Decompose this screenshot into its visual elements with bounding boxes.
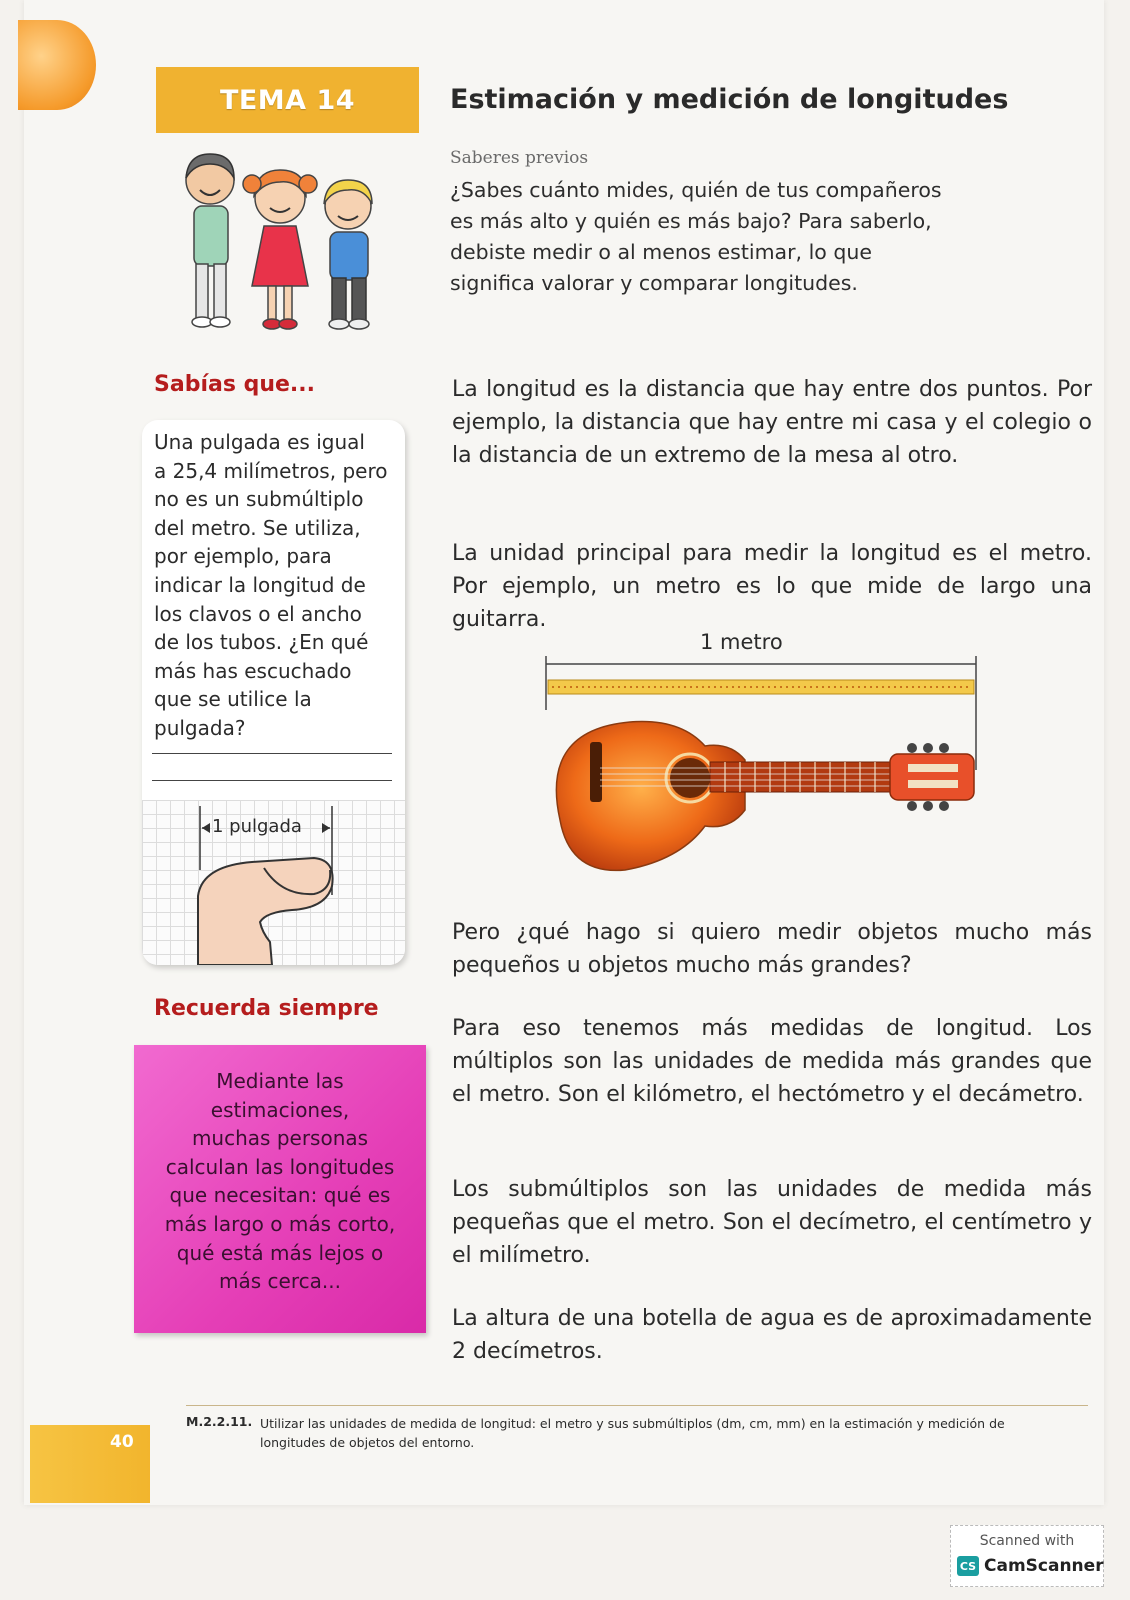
recuerda-note	[134, 1045, 426, 1333]
metro-label: 1 metro	[700, 630, 783, 654]
paragraph-longitud: La longitud es la distancia que hay entre dos puntos. Por ejemplo, la distancia que hay entre mi casa y el colegio o la distancia de un extremo de la mesa al otro.	[452, 377, 1092, 468]
sabias-line: Una pulgada es igual	[154, 430, 365, 454]
sabias-line: indicar la longitud de	[154, 572, 366, 597]
pulgada-label: 1 pulgada	[212, 816, 302, 837]
paragraph-botella: La altura de una botella de agua es de aproximadamente 2 decímetros.	[452, 1306, 1092, 1364]
recuerda-line: estimaciones,	[210, 1097, 350, 1122]
scanned-with-text: Scanned with	[979, 1533, 1075, 1549]
saberes-text	[450, 175, 1010, 299]
pulgada-grid	[142, 800, 405, 965]
sabias-line: no es un submúltiplo	[154, 487, 364, 512]
saberes-line: debiste medir o al menos estimar, lo que	[450, 240, 872, 264]
page-title: Estimación y medición de longitudes	[450, 84, 1009, 115]
sabias-line: más has escuchado	[154, 658, 352, 683]
tema-label: TEMA 14	[219, 84, 356, 116]
sabias-heading: Sabías que...	[154, 372, 315, 397]
children-illustration	[178, 150, 398, 340]
paragraph-multiplos: Para eso tenemos más medidas de longitud. Los múltiplos son las unidades de medida más grandes que el metro. Son el kilómetro, el hectómetro y el decámetro.	[452, 1016, 1092, 1107]
tema-badge	[156, 67, 419, 133]
recuerda-line: más largo o más corto,	[164, 1211, 396, 1236]
sabias-text	[154, 428, 399, 743]
recuerda-line: muchas personas	[191, 1126, 369, 1151]
footer-text: Utilizar las unidades de medida de longitud: el metro y sus submúltiplos (dm, cm, mm) en la estimación y medición de longitudes de objetos del entorno.	[260, 1416, 1005, 1450]
sabias-line: que se utilice la	[154, 687, 312, 712]
sabias-line: por ejemplo, para	[154, 544, 332, 569]
camscanner-brand	[957, 1556, 1104, 1576]
sabias-line: pulgada?	[154, 715, 246, 740]
sabias-card	[142, 420, 405, 965]
recuerda-line: qué está más lejos o	[176, 1240, 384, 1265]
paragraph-pregunta: Pero ¿qué hago si quiero medir objetos mucho más pequeños u objetos mucho más grandes?	[452, 920, 1092, 978]
corner-decoration	[18, 20, 96, 110]
kid-boy-blond	[324, 180, 372, 329]
sabias-line: del metro. Se utiliza,	[154, 515, 361, 540]
answer-line[interactable]	[152, 780, 392, 781]
sabias-line: de los tubos. ¿En qué	[154, 630, 369, 655]
footer-code: M.2.2.11.	[186, 1414, 253, 1429]
sabias-line: los clavos o el ancho	[154, 601, 362, 626]
kid-girl-red-hair	[243, 170, 317, 329]
saberes-line: es más alto y quién es más bajo? Para saberlo,	[450, 209, 932, 233]
saberes-line: ¿Sabes cuánto mides, quién de tus compañeros	[450, 178, 942, 202]
saberes-label: Saberes previos	[450, 148, 589, 168]
page-number: 40	[110, 1432, 134, 1452]
recuerda-text	[144, 1067, 416, 1296]
recuerda-line: más cerca...	[219, 1269, 341, 1294]
paragraph-metro: La unidad principal para medir la longitud es el metro. Por ejemplo, un metro es lo que mide de largo una guitarra.	[452, 541, 1092, 632]
sabias-line: a 25,4 milímetros, pero	[154, 458, 388, 483]
guitar-illustration	[540, 650, 990, 900]
recuerda-heading: Recuerda siempre	[154, 996, 379, 1021]
camscanner-logo-icon: CS	[957, 1556, 979, 1576]
kid-boy-dark-hair	[186, 154, 234, 327]
recuerda-line: calculan las longitudes	[165, 1154, 395, 1179]
footer-divider	[186, 1405, 1088, 1406]
answer-line[interactable]	[152, 753, 392, 754]
recuerda-line: que necesitan: qué es	[169, 1183, 391, 1208]
camscanner-watermark	[950, 1525, 1104, 1587]
paragraph-submultiplos: Los submúltiplos son las unidades de medida más pequeñas que el metro. Son el decímetro, el centímetro y el milímetro.	[452, 1177, 1092, 1268]
saberes-line: significa valorar y comparar longitudes.	[450, 271, 858, 295]
camscanner-name: CamScanner	[984, 1556, 1104, 1576]
recuerda-line: Mediante las	[216, 1069, 344, 1093]
